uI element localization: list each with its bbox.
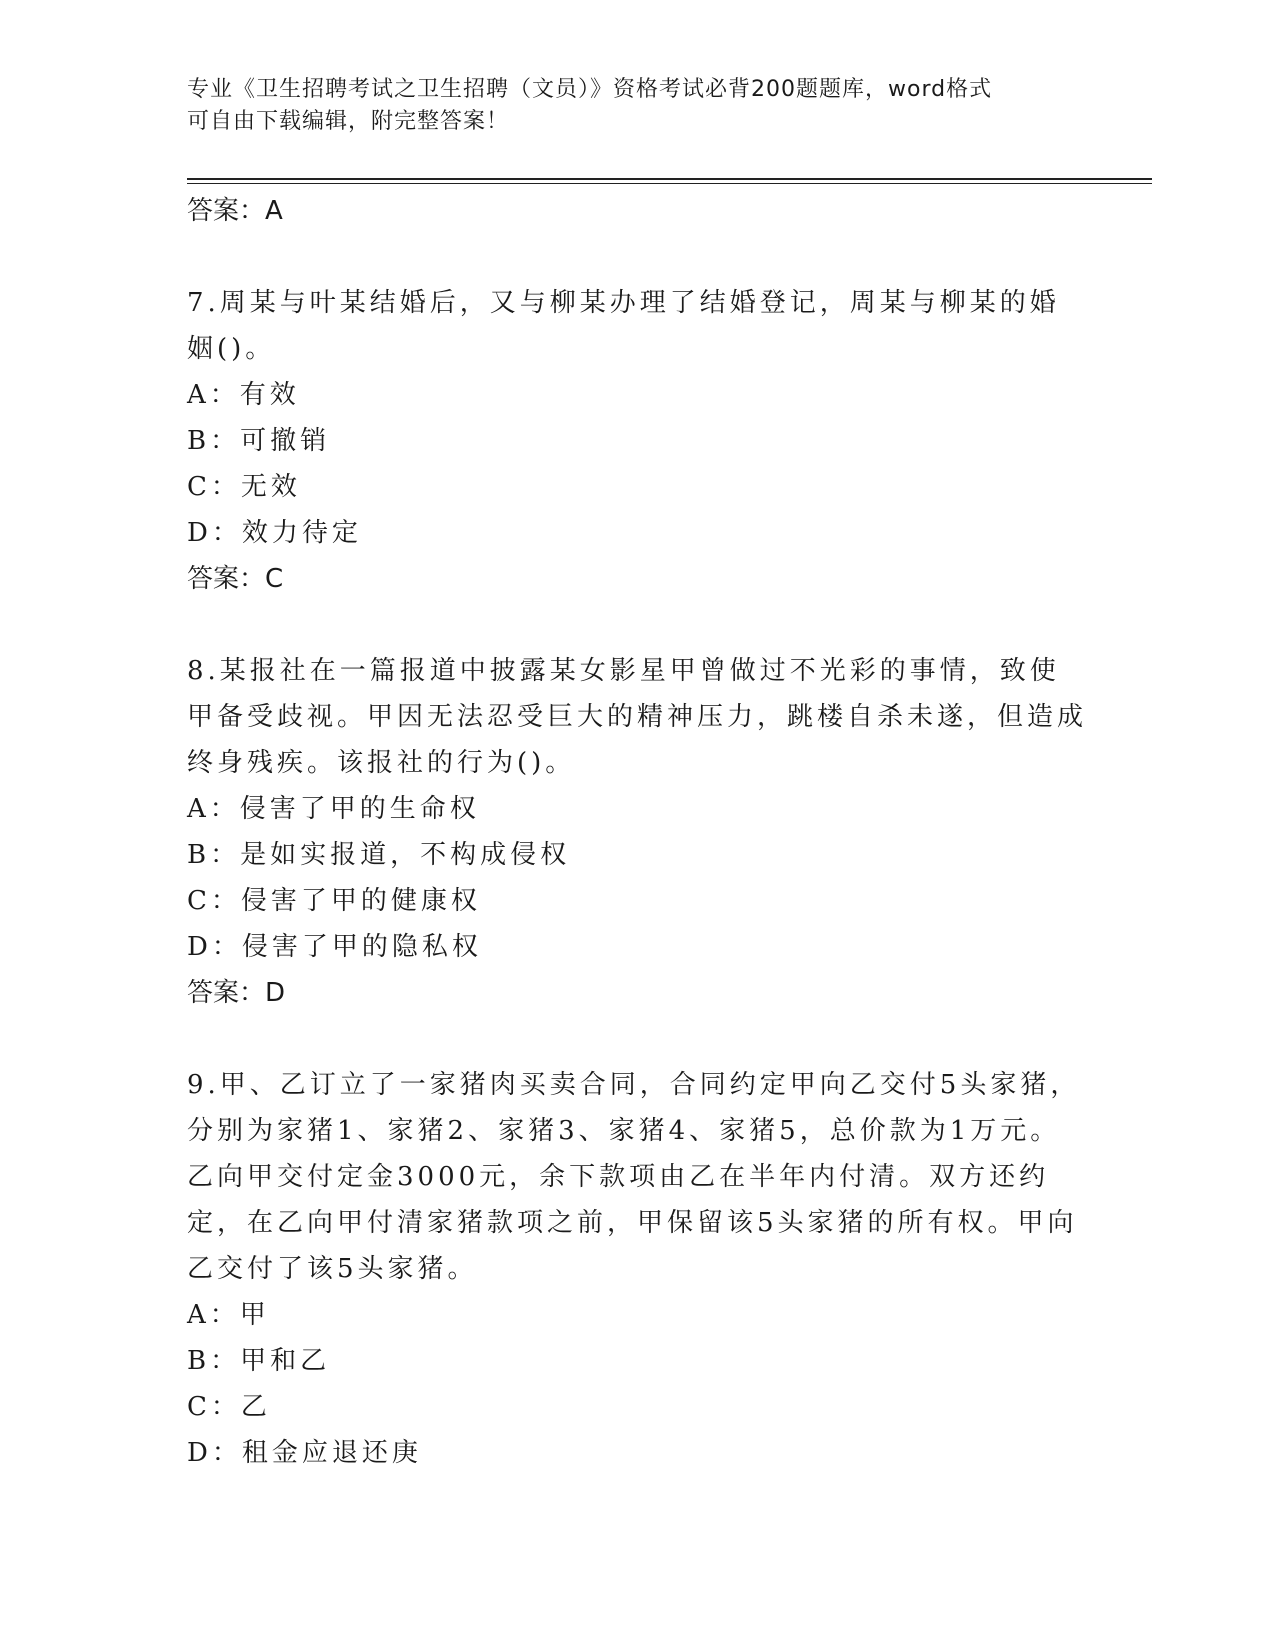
question-9	[187, 1062, 1087, 1476]
answer-q8: 答案：D	[187, 978, 286, 1008]
option-d: D：租金应退还庚	[187, 1438, 422, 1468]
document-header	[187, 74, 1087, 138]
question-8	[187, 648, 1087, 1016]
header-line-2: 可自由下载编辑，附完整答案！	[187, 109, 510, 134]
spacer	[187, 234, 1087, 280]
spacer	[187, 602, 1087, 648]
answer-q7: 答案：C	[187, 564, 284, 594]
spacer	[187, 1016, 1087, 1062]
header-divider-thin	[187, 183, 1152, 184]
document-body	[187, 188, 1087, 1476]
option-d: D：侵害了甲的隐私权	[187, 932, 482, 962]
option-c: C：乙	[187, 1392, 271, 1422]
option-b: B：甲和乙	[187, 1346, 331, 1376]
question-stem: 7.周某与叶某结婚后，又与柳某办理了结婚登记，周某与柳某的婚姻()。	[187, 288, 1060, 364]
option-c: C：侵害了甲的健康权	[187, 886, 481, 916]
option-c: C：无效	[187, 472, 301, 502]
answer-q6: 答案：A	[187, 196, 283, 226]
option-b: B：是如实报道，不构成侵权	[187, 840, 571, 870]
option-a: A：甲	[187, 1300, 270, 1330]
option-b: B：可撤销	[187, 426, 331, 456]
header-divider-thick	[187, 178, 1152, 180]
question-7	[187, 280, 1087, 602]
option-a: A：有效	[187, 380, 300, 410]
header-line-1: 专业《卫生招聘考试之卫生招聘（文员）》资格考试必背200题题库，word格式	[187, 77, 993, 102]
option-a: A：侵害了甲的生命权	[187, 794, 480, 824]
question-stem: 9.甲、乙订立了一家猪肉买卖合同，合同约定甲向乙交付5头家猪，分别为家猪1、家猪2、家猪3、家猪4、家猪5，总价款为1万元。乙向甲交付定金3000元，余下款项由乙在半年内付清。双方还约定，在乙向甲付清家猪款项之前，甲保留该5头家猪的所有权。甲向乙交付了该5头家猪。	[187, 1070, 1081, 1284]
question-stem: 8.某报社在一篇报道中披露某女影星甲曾做过不光彩的事情，致使甲备受歧视。甲因无法忍受巨大的精神压力，跳楼自杀未遂，但造成终身残疾。该报社的行为()。	[187, 656, 1088, 778]
option-d: D：效力待定	[187, 518, 362, 548]
